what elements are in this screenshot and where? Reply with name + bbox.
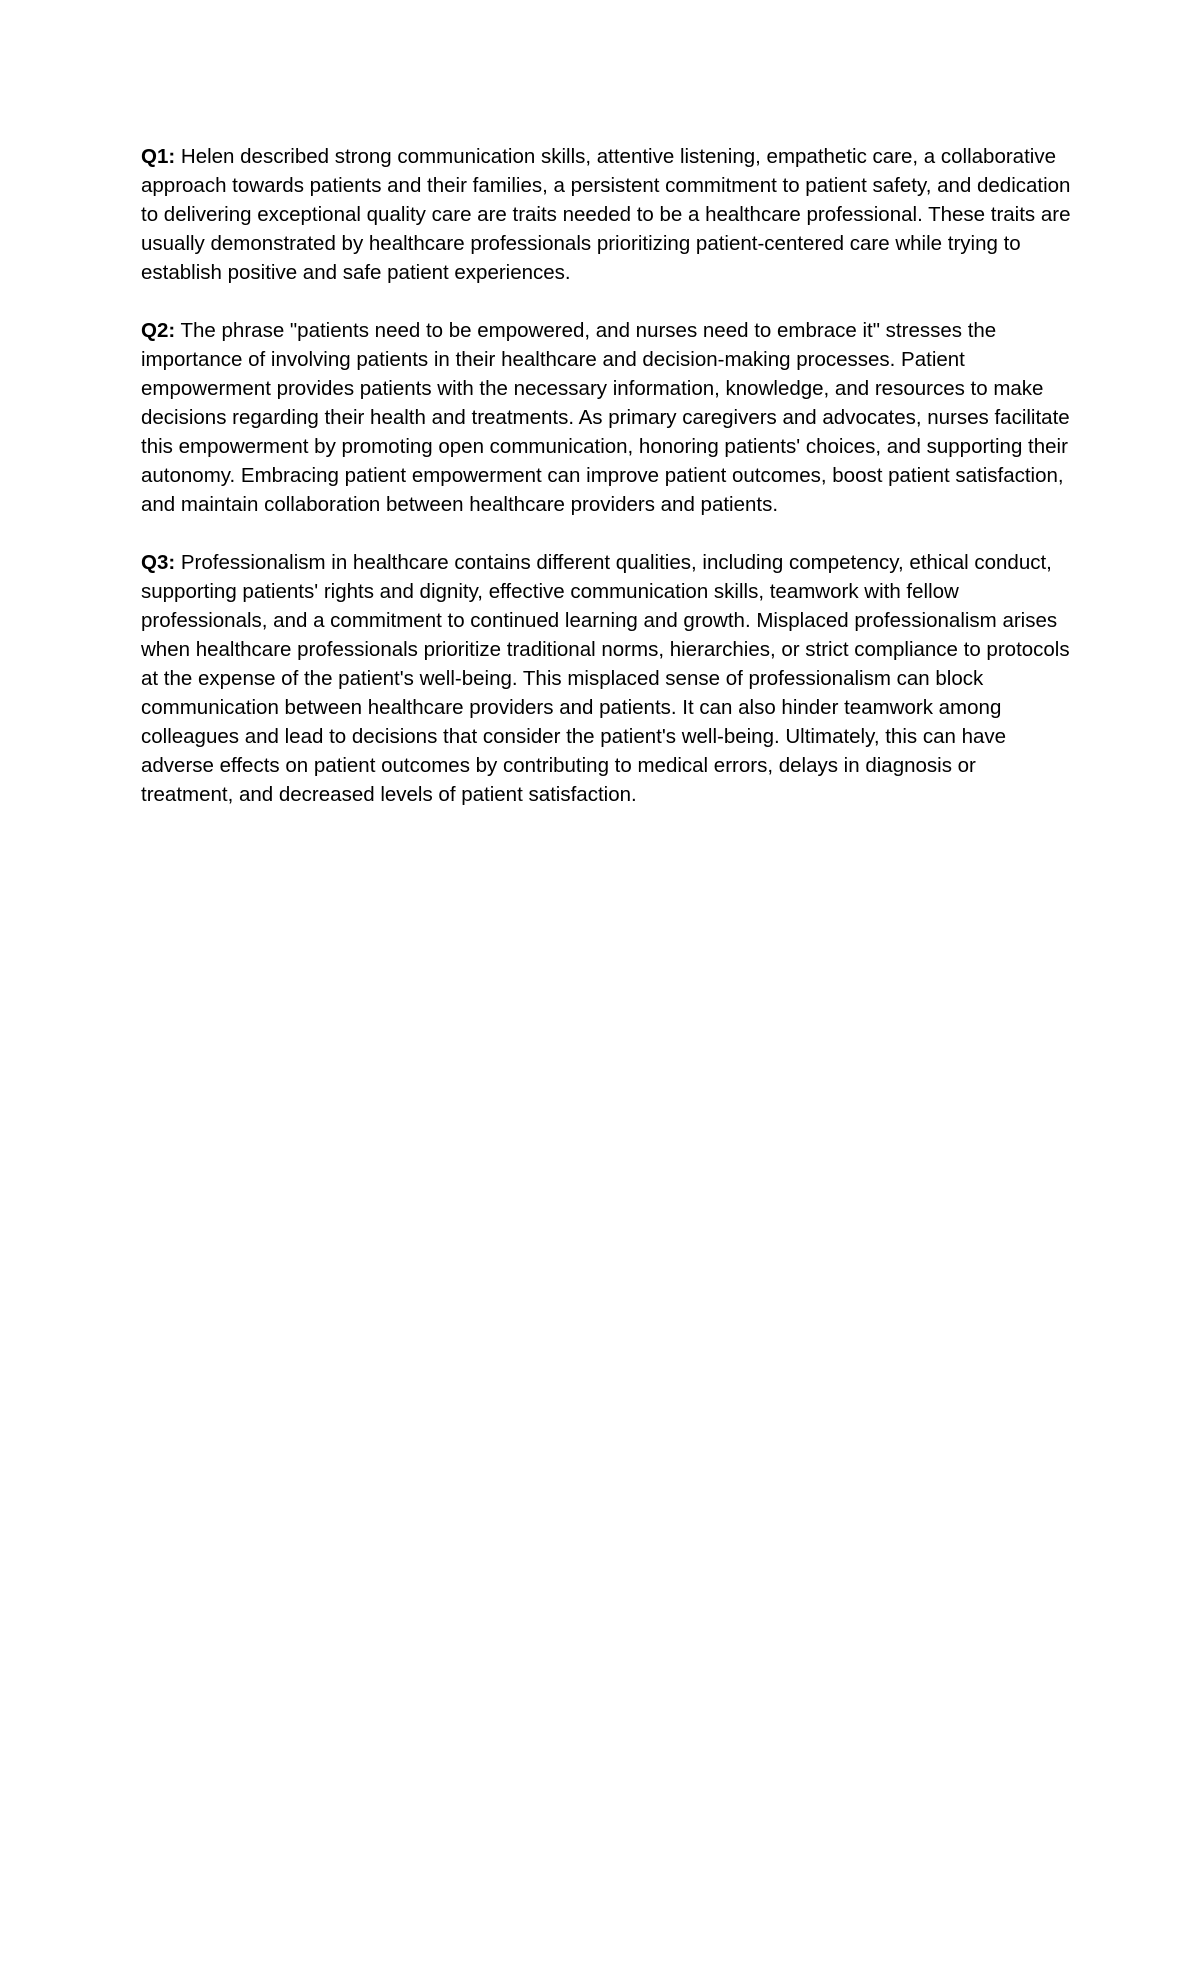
answer-q2 <box>141 316 1071 519</box>
answer-q3-text: Professionalism in healthcare contains different qualities, including competency, ethical conduct, supporting patients' rights and dignity, effective communication skills, teamwork with fellow professionals, and a commitment to continued learning and growth. Misplaced professionalism arises when healthcare professionals prioritize traditional norms, hierarchies, or strict compliance to protocols at the expense of the patient's well-being. This misplaced sense of professionalism can block communication between healthcare providers and patients. It can also hinder teamwork among colleagues and lead to decisions that consider the patient's well-being. Ultimately, this can have adverse effects on patient outcomes by contributing to medical errors, delays in diagnosis or treatment, and decreased levels of patient satisfaction. <box>141 551 1070 806</box>
answer-q1 <box>141 142 1071 287</box>
answer-q1-text: Helen described strong communication skills, attentive listening, empathetic care, a collaborative approach towards patients and their families, a persistent commitment to patient safety, and dedication to delivering exceptional quality care are traits needed to be a healthcare professional. These traits are usually demonstrated by healthcare professionals prioritizing patient-centered care while trying to establish positive and safe patient experiences. <box>141 145 1071 284</box>
answer-q3-label: Q3: <box>141 551 176 574</box>
document-body <box>141 142 1071 838</box>
answer-q2-label: Q2: <box>141 319 176 342</box>
answer-q1-label: Q1: <box>141 145 176 168</box>
answer-q2-text: The phrase "patients need to be empowered, and nurses need to embrace it" stresses the importance of involving patients in their healthcare and decision-making processes. Patient empowerment provides patients with the necessary information, knowledge, and resources to make decisions regarding their health and treatments. As primary caregivers and advocates, nurses facilitate this empowerment by promoting open communication, honoring patients' choices, and supporting their autonomy. Embracing patient empowerment can improve patient outcomes, boost patient satisfaction, and maintain collaboration between healthcare providers and patients. <box>141 319 1070 516</box>
answer-q3 <box>141 548 1071 809</box>
